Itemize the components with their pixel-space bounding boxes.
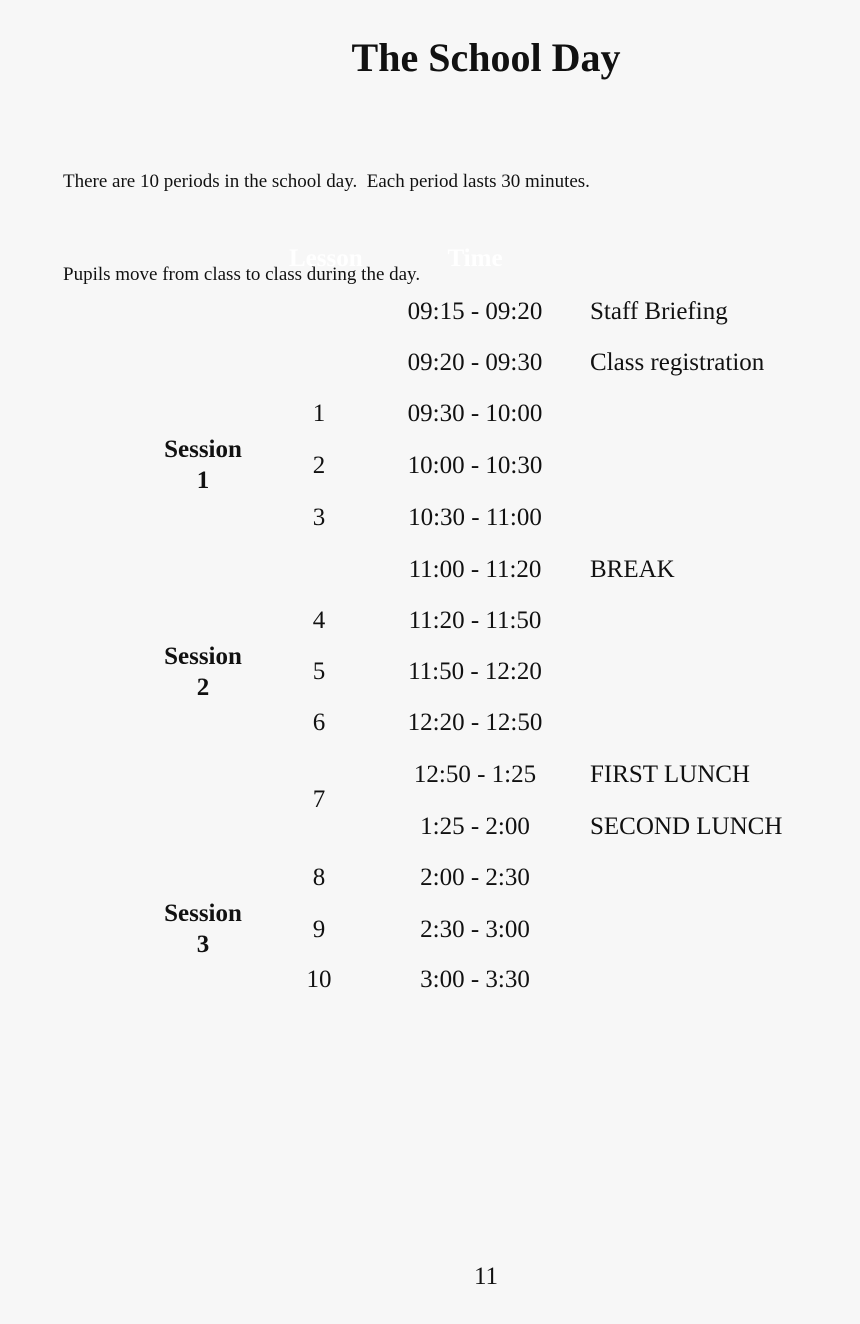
header-lesson: Lesson [289, 245, 363, 272]
row-9-time: 12:20 - 12:50 [407, 709, 543, 736]
session-1-word: Session [164, 436, 242, 463]
row-5-lesson: 3 [312, 504, 326, 531]
intro-line-1: There are 10 periods in the school day. Each period lasts 30 minutes. [63, 171, 590, 192]
row-12-time: 2:00 - 2:30 [420, 864, 530, 891]
row-7-time: 11:20 - 11:50 [408, 607, 542, 634]
session-3-number: 3 [196, 931, 210, 958]
header-time: Time [447, 245, 503, 272]
row-10-time: 12:50 - 1:25 [413, 761, 537, 788]
row-1-activity: Staff Briefing [590, 298, 728, 325]
row-10-lesson: 7 [312, 786, 326, 813]
row-6-time: 11:00 - 11:20 [408, 556, 542, 583]
row-5-time: 10:30 - 11:00 [408, 504, 542, 531]
session-2-number: 2 [196, 674, 210, 701]
row-13-lesson: 9 [312, 916, 326, 943]
row-8-time: 11:50 - 12:20 [408, 658, 542, 685]
row-4-lesson: 2 [312, 452, 326, 479]
row-6-activity: BREAK [590, 556, 675, 583]
row-7-lesson: 4 [312, 607, 326, 634]
row-4-time: 10:00 - 10:30 [407, 452, 543, 479]
row-1-time: 09:15 - 09:20 [407, 298, 543, 325]
row-10-activity: FIRST LUNCH [590, 761, 750, 788]
row-3-lesson: 1 [312, 400, 326, 427]
session-1-number: 1 [196, 467, 210, 494]
session-3-label [143, 898, 263, 960]
session-2-label [143, 641, 263, 703]
session-2-word: Session [164, 643, 242, 670]
row-3-time: 09:30 - 10:00 [407, 400, 543, 427]
row-9-lesson: 6 [312, 709, 326, 736]
row-14-lesson: 10 [306, 966, 332, 993]
row-13-time: 2:30 - 3:00 [420, 916, 530, 943]
session-3-word: Session [164, 900, 242, 927]
row-11-activity: SECOND LUNCH [590, 813, 783, 840]
row-12-lesson: 8 [312, 864, 326, 891]
row-2-time: 09:20 - 09:30 [407, 349, 543, 376]
session-1-label [143, 434, 263, 496]
row-11-time: 1:25 - 2:00 [420, 813, 530, 840]
row-8-lesson: 5 [312, 658, 326, 685]
page-number: 11 [473, 1263, 499, 1290]
intro-line-2: Pupils move from class to class during the day. [63, 264, 421, 285]
row-2-activity: Class registration [590, 349, 765, 376]
row-14-time: 3:00 - 3:30 [420, 966, 530, 993]
page-title: The School Day [351, 35, 621, 80]
